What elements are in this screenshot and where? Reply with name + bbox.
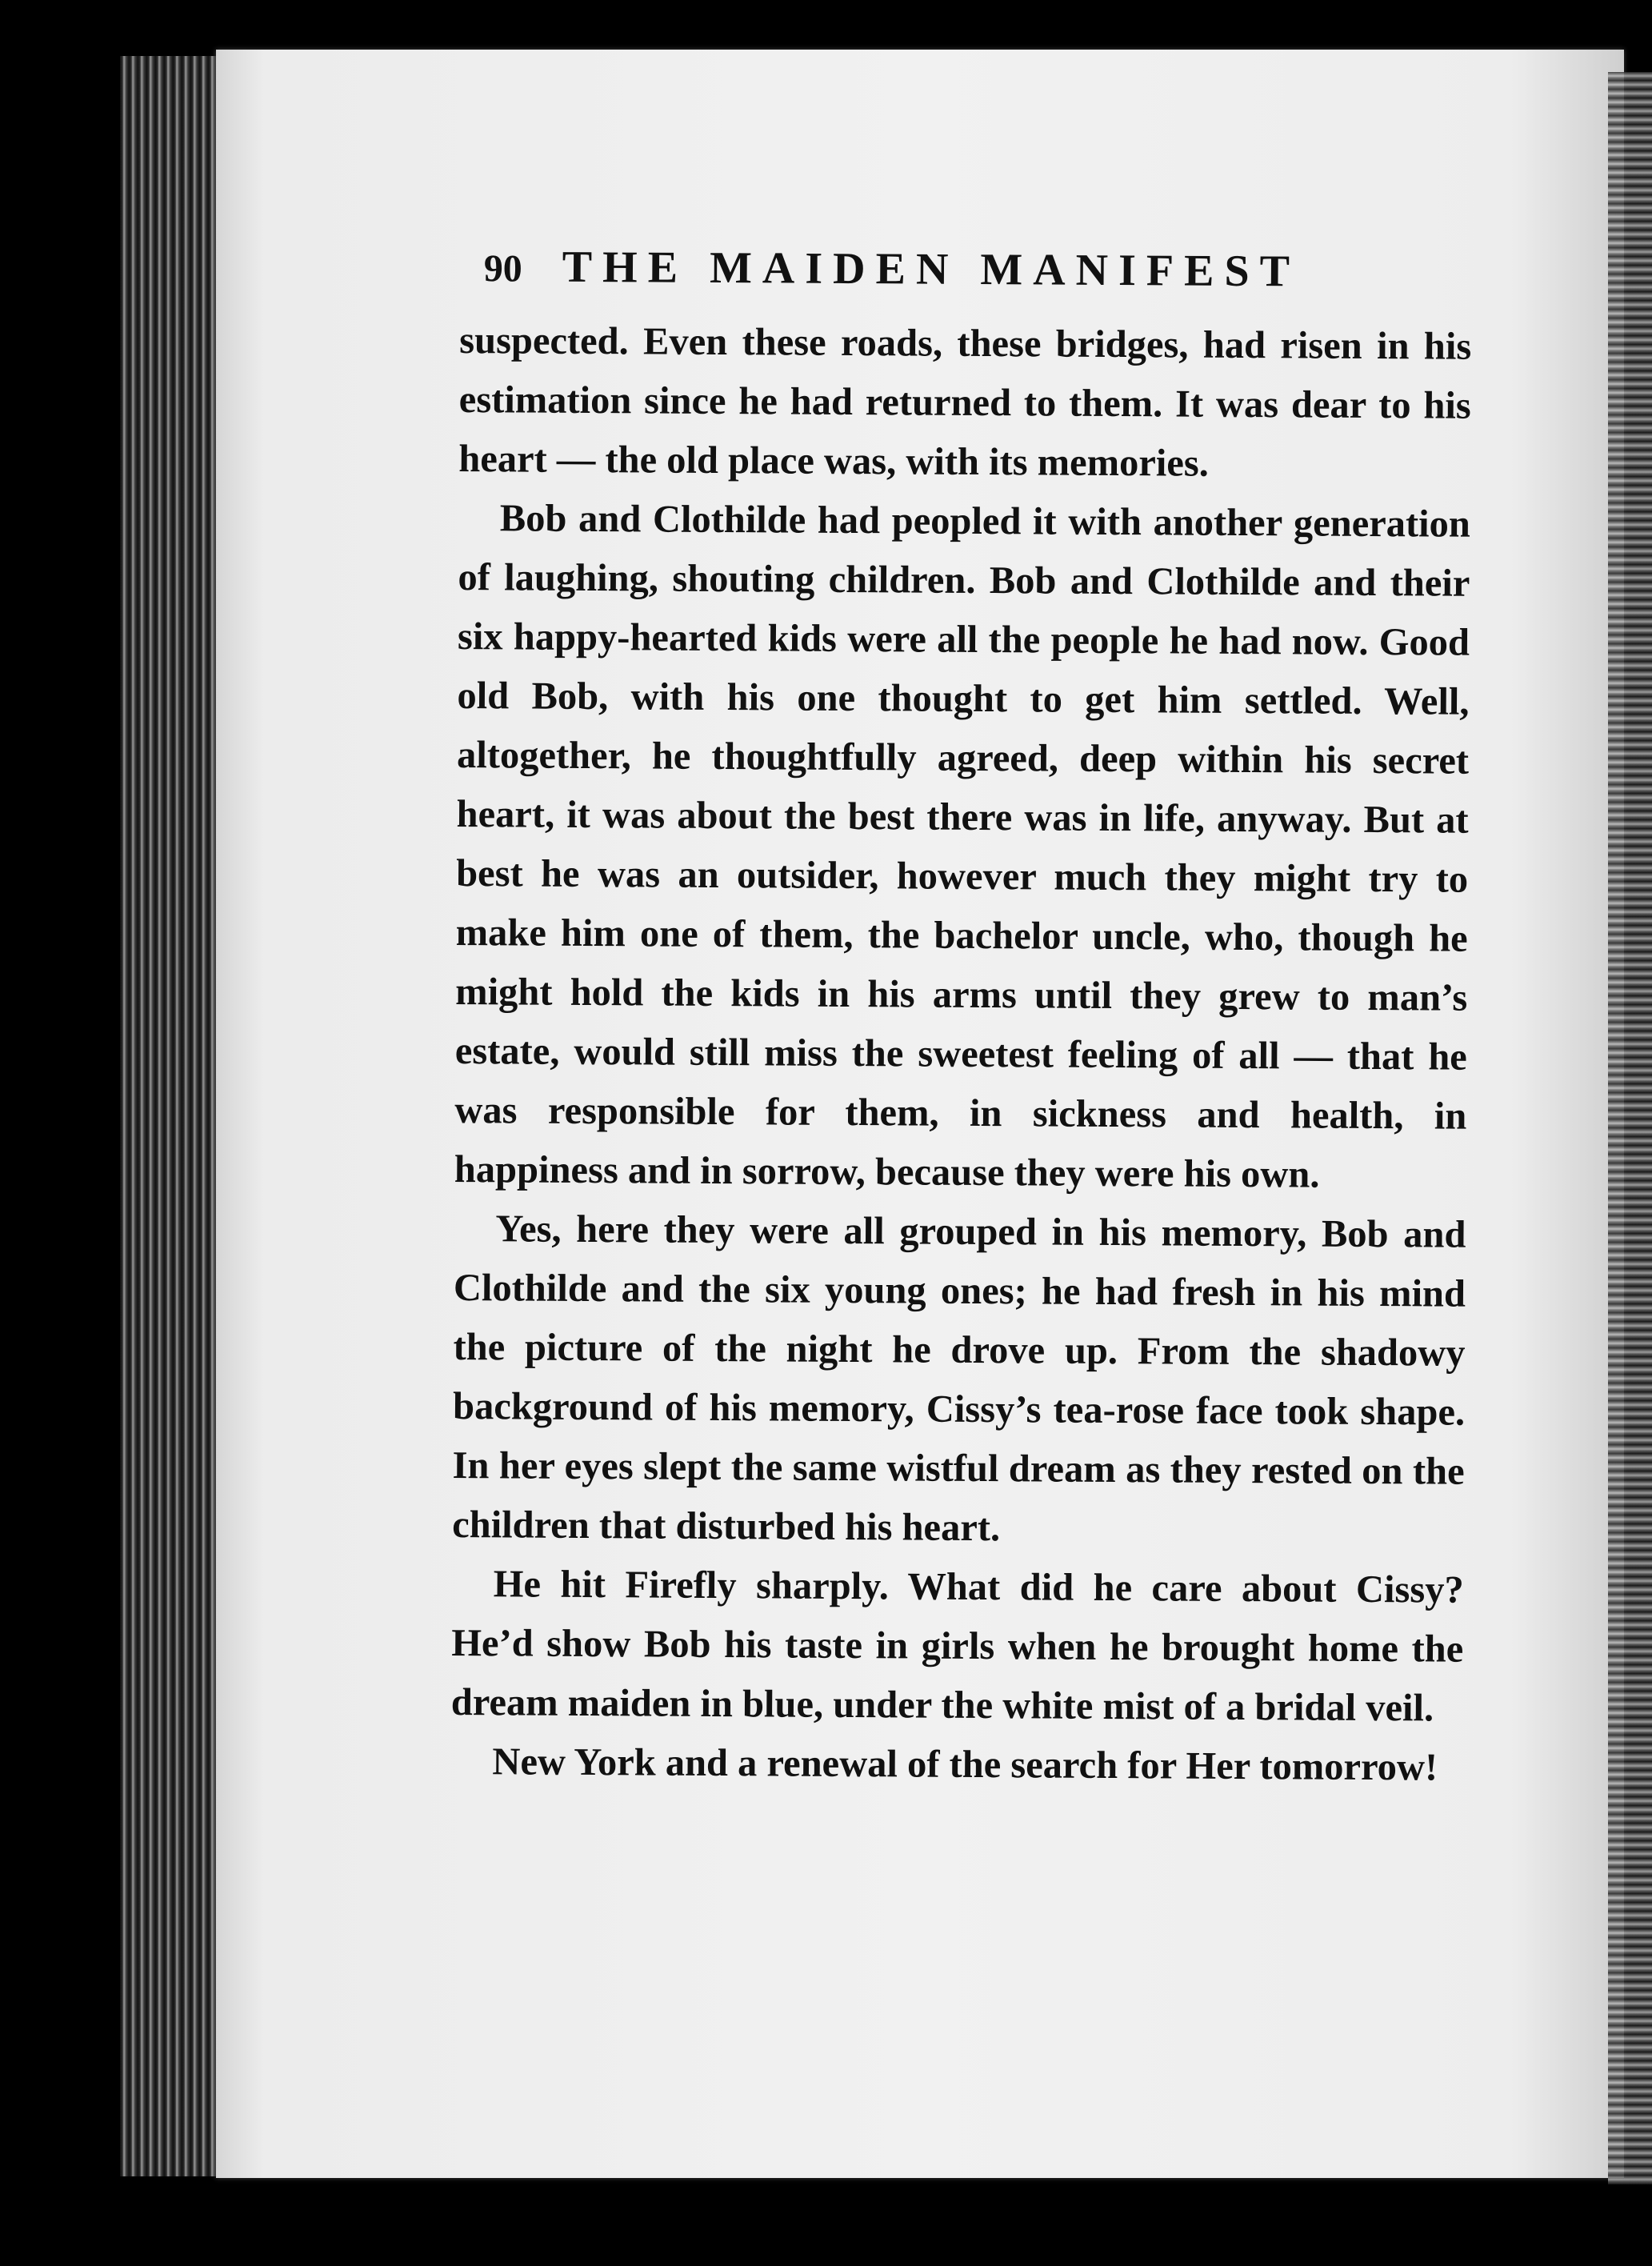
book-spine-edge <box>120 56 232 2176</box>
text-block <box>450 240 1500 1798</box>
paragraph: He hit Firefly sharply. What did he care about Cissy? He’d show Bob his taste in girls when he brought home the dream maiden in blue, under the white mist of a bridal veil. <box>450 1563 1464 1730</box>
page-right-edge <box>1608 72 1652 2184</box>
paragraph: Yes, here they were all grouped in his memory, Bob and Clothilde and the six young ones; he had fresh in his mind the picture of the night he drove up. From the shadowy background of his memory, Cissy’s tea-rose face took shape. In her eyes slept the same wistful dream as they rested on the children that disturbed his heart. <box>452 1207 1466 1550</box>
running-title: THE MAIDEN MANIFEST <box>562 242 1301 297</box>
paragraph-continued: suspected. Even these roads, these bridges, had risen in his estimation since he had returned to them. It was dear to his heart — the old place was, with its memories. <box>458 318 1472 485</box>
running-head <box>484 240 1420 301</box>
page-number: 90 <box>483 247 522 290</box>
paragraph: New York and a renewal of the search for Her tomorrow! <box>492 1740 1438 1789</box>
paragraph: Bob and Clothilde had peopled it with another generation of laughing, shouting children. Bob and Clothilde and their six happy-hearted kids were all the people he had now. Good old Bob, with his one thought to get him settled. Well, altogether, he thoughtfully agreed, deep within his secret heart, it was about the best there was in life, anyway. But at best he was an outsider, however much they might try to make him one of them, the bachelor uncle, who, though he might hold the kids in his arms until they grew to man’s estate, would still miss the sweetest feeling of all — that he was responsible for them, in sickness and health, in happiness and in sorrow, because they were his own. <box>454 497 1471 1196</box>
